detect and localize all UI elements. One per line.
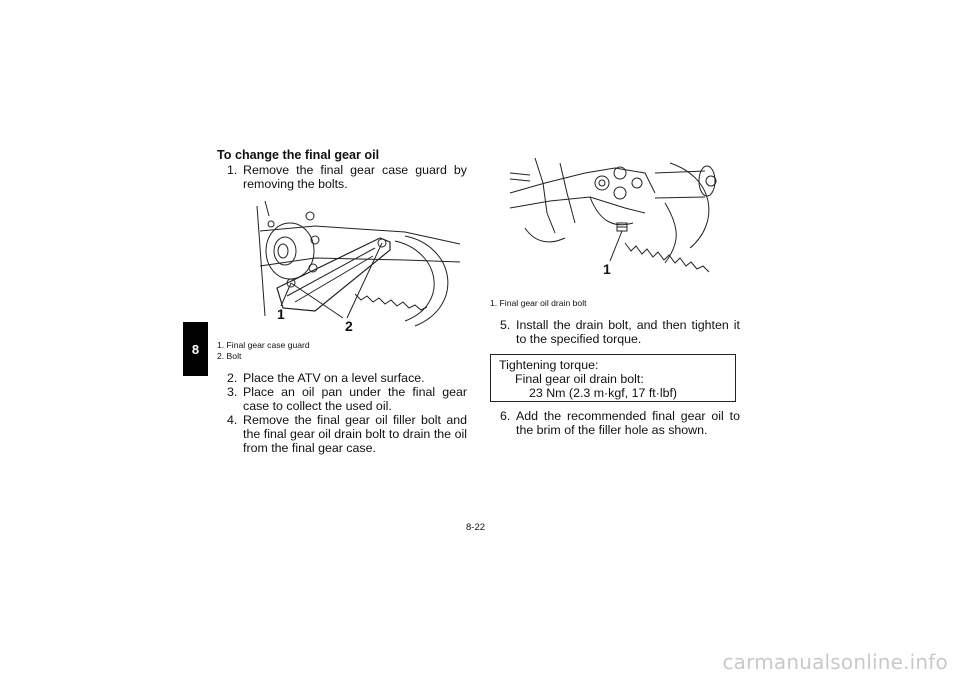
- page-number: 8-22: [466, 522, 486, 533]
- step-number: 5.: [500, 318, 511, 332]
- step-text: Remove the final gear case guard by removing the bolts.: [243, 163, 467, 191]
- step-text: Install the drain bolt, and then tighten it to the specified torque.: [516, 318, 740, 346]
- step-number: 2.: [227, 371, 238, 385]
- figure2-captions: [490, 298, 587, 309]
- step-number: 1.: [227, 163, 238, 177]
- figure-drain-bolt: [505, 153, 720, 298]
- step-2: [217, 371, 467, 385]
- callout-1: 1: [603, 261, 611, 277]
- callout-1: 1: [277, 306, 285, 322]
- step-3: [217, 385, 467, 413]
- step-5: [490, 318, 740, 346]
- step-text: Place an oil pan under the final gear case to collect the used oil.: [243, 385, 467, 413]
- figure-final-gear-case-guard: [255, 196, 465, 336]
- torque-item: Final gear oil drain bolt:: [515, 372, 644, 386]
- callout-2: 2: [345, 318, 353, 334]
- torque-spec-box: [490, 354, 736, 402]
- step-text: Remove the final gear oil filler bolt and the final gear oil drain bolt to drain the oil from the final gear case.: [243, 413, 467, 455]
- figure1-captions: [217, 340, 310, 362]
- torque-value: 23 Nm (2.3 m·kgf, 17 ft·lbf): [529, 386, 678, 400]
- step-number: 4.: [227, 413, 238, 427]
- caption-final-gear-case-guard: 1. Final gear case guard: [217, 340, 310, 350]
- step-number: 6.: [500, 409, 511, 423]
- section-heading: To change the final gear oil: [217, 148, 380, 162]
- step-6: [490, 409, 740, 437]
- watermark: carmanualsonline.info: [722, 650, 948, 674]
- chapter-tab: 8: [183, 322, 208, 376]
- step-text: Add the recommended final gear oil to the brim of the filler hole as shown.: [516, 409, 740, 437]
- drain-bolt-illustration: [505, 153, 720, 298]
- torque-label: Tightening torque:: [499, 358, 599, 372]
- step-text: Place the ATV on a level surface.: [243, 371, 425, 385]
- right-column-top: [490, 318, 740, 346]
- left-column-bottom: [217, 371, 467, 455]
- left-column-top: [217, 148, 467, 191]
- step-1: [217, 163, 467, 191]
- caption-bolt: 2. Bolt: [217, 351, 242, 361]
- right-column-bottom: [490, 409, 740, 437]
- step-4: [217, 413, 467, 455]
- gear-case-illustration: [255, 196, 465, 336]
- step-number: 3.: [227, 385, 238, 399]
- caption-final-gear-oil-drain-bolt: 1. Final gear oil drain bolt: [490, 298, 587, 308]
